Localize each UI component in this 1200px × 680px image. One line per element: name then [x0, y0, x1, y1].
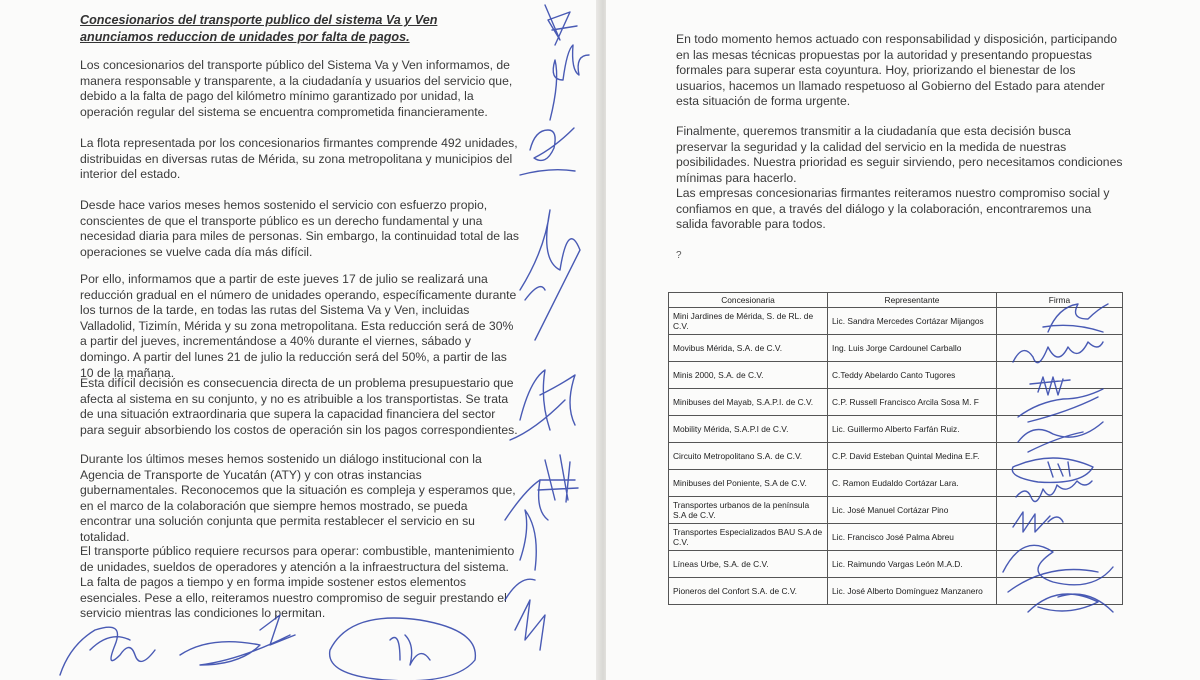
paragraph: La flota representada por los concesionarios firmantes comprende 492 unidades, distribuidas en diversas rutas de Mérida, su zona metropolitana y municipios del interior del estado.	[80, 136, 518, 182]
signature-cell	[997, 416, 1123, 443]
signature-cell	[997, 524, 1123, 551]
paragraph: El transporte público requiere recursos para operar: combustible, mantenimiento de unidades, sueldos de operadores y atención a la infraestructura del sistema. La falta de pagos a tiempo y en forma impide sostener estos elementos esenciales. Pese a ello, reiteramos nuestro compromiso de seguir prestando el servicio mientras las condiciones lo permitan.	[80, 544, 515, 621]
company-cell: Mobility Mérida, S.A.P.I de C.V.	[669, 416, 828, 443]
company-cell: Transportes Especializados BAU S.A de C.V.	[669, 524, 828, 551]
company-cell: Circuito Metropolitano S.A. de C.V.	[669, 443, 828, 470]
representative-cell: Ing. Luis Jorge Cardounel Carballo	[828, 335, 997, 362]
paragraph: Las empresas concesionarias firmantes reiteramos nuestro compromiso social y confiamos en que, a través del diálogo y la colaboración, encontraremos una salida favorable para todos.	[676, 186, 1110, 232]
column-header: Firma	[997, 293, 1123, 308]
representative-cell: Lic. Sandra Mercedes Cortázar Mijangos	[828, 308, 997, 335]
table-row	[669, 362, 1123, 389]
company-cell: Mini Jardines de Mérida, S. de RL. de C.V.	[669, 308, 828, 335]
table-row	[669, 497, 1123, 524]
letter-title: Concesionarios del transporte publico del sistema Va y Ven anunciamos reduccion de unidades por falta de pagos.	[80, 13, 438, 44]
margin-signatures-icon	[500, 0, 600, 680]
table-row	[669, 335, 1123, 362]
company-cell: Pioneros del Confort S.A. de C.V.	[669, 578, 828, 605]
column-header: Representante	[828, 293, 997, 308]
paragraph: Desde hace varios meses hemos sostenido el servicio con esfuerzo propio, conscientes de que el transporte público es un derecho fundamental y una necesidad diaria para miles de personas. Sin embargo, la continuidad total de las operaciones se vuelve cada día más difícil.	[80, 198, 520, 259]
signature-cell	[997, 335, 1123, 362]
table-row	[669, 524, 1123, 551]
paragraph: Los concesionarios del transporte público del Sistema Va y Ven informamos, de manera responsable y transparente, a la ciudadanía y usuarios del servicio que, debido a la falta de pago del kilómetro mínimo garantizado por unidad, la operación regular del sistema se encuentra comprometida financieramente.	[80, 58, 513, 119]
signatories-table	[668, 292, 1123, 605]
company-cell: Minibuses del Mayab, S.A.P.I. de C.V.	[669, 389, 828, 416]
signature-cell	[997, 362, 1123, 389]
representative-cell: C.P. Russell Francisco Arcila Sosa M. F	[828, 389, 997, 416]
table-row	[669, 578, 1123, 605]
signature-cell	[997, 497, 1123, 524]
company-cell: Líneas Urbe, S.A. de C.V.	[669, 551, 828, 578]
table-row	[669, 389, 1123, 416]
table-row	[669, 443, 1123, 470]
table-header-row	[669, 293, 1123, 308]
signature-cell	[997, 470, 1123, 497]
representative-cell: C. Ramon Eudaldo Cortázar Lara.	[828, 470, 997, 497]
table-row	[669, 416, 1123, 443]
representative-cell: Lic. José Manuel Cortázar Pino	[828, 497, 997, 524]
bottom-signatures-icon	[40, 610, 510, 680]
paragraph: Finalmente, queremos transmitir a la ciudadanía que esta decisión busca preservar la seguridad y la calidad del servicio en la medida de nuestras posibilidades. Nuestra prioridad es seguir sirviendo, pero necesitamos condiciones mínimas para hacerlo.	[676, 124, 1123, 185]
table-row	[669, 470, 1123, 497]
representative-cell: Lic. José Alberto Domínguez Manzanero	[828, 578, 997, 605]
signature-cell	[997, 578, 1123, 605]
company-cell: Movibus Mérida, S.A. de C.V.	[669, 335, 828, 362]
missing-glyph-box-icon: ?	[676, 250, 682, 261]
company-cell: Minibuses del Poniente, S.A de C.V.	[669, 470, 828, 497]
signature-cell	[997, 308, 1123, 335]
paragraph: Esta difícil decisión es consecuencia directa de un problema presupuestario que afecta al sistema en su conjunto, y no es atribuible a los transportistas. Se trata de una situación extraordinaria que supera la capacidad financiera del sector para seguir absorbiendo los costos de operación sin los pagos correspondientes.	[80, 376, 518, 437]
table-row	[669, 551, 1123, 578]
representative-cell: Lic. Raimundo Vargas León M.A.D.	[828, 551, 997, 578]
representative-cell: C.P. David Esteban Quintal Medina E.F.	[828, 443, 997, 470]
signature-cell	[997, 443, 1123, 470]
representative-cell: Lic. Francisco José Palma Abreu	[828, 524, 997, 551]
table-row	[669, 308, 1123, 335]
paragraph: Por ello, informamos que a partir de este jueves 17 de julio se realizará una reducción gradual en el número de unidades operando, específicamente durante los turnos de la tarde, en todas las rutas del Sistema Va y Ven, incluidas Valladolid, Tizimín, Mérida y su zona metropolitana. Esta reducción será de 30% a partir del jueves, incrementándose a 40% durante el viernes, sábado y domingo. A partir del lunes 21 de julio la reducción será del 50%, a partir de las 10 de la mañana.	[80, 272, 517, 380]
letter-page-right	[606, 0, 1200, 680]
company-cell: Minis 2000, S.A. de C.V.	[669, 362, 828, 389]
signature-cell	[997, 389, 1123, 416]
paragraph: Durante los últimos meses hemos sostenido un diálogo institucional con la Agencia de Transporte de Yucatán (ATY) y con otras instancias gubernamentales. Reconocemos que la situación es compleja y esperamos que, en el marco de la colaboración que siempre hemos mostrado, se pueda encontrar una solución conjunta que permita restablecer el servicio en su totalidad.	[80, 452, 516, 544]
company-cell: Transportes urbanos de la península S.A de C.V.	[669, 497, 828, 524]
signature-cell	[997, 551, 1123, 578]
representative-cell: C.Teddy Abelardo Canto Tugores	[828, 362, 997, 389]
representative-cell: Lic. Guillermo Alberto Farfán Ruiz.	[828, 416, 997, 443]
paragraph: En todo momento hemos actuado con responsabilidad y disposición, participando en las mesas técnicas propuestas por la autoridad y presentando propuestas formales para superar esta coyuntura. Hoy, priorizando el bienestar de los usuarios, hacemos un llamado respetuoso al Gobierno del Estado para atender esta situación de forma urgente.	[676, 32, 1118, 109]
column-header: Concesionaria	[669, 293, 828, 308]
